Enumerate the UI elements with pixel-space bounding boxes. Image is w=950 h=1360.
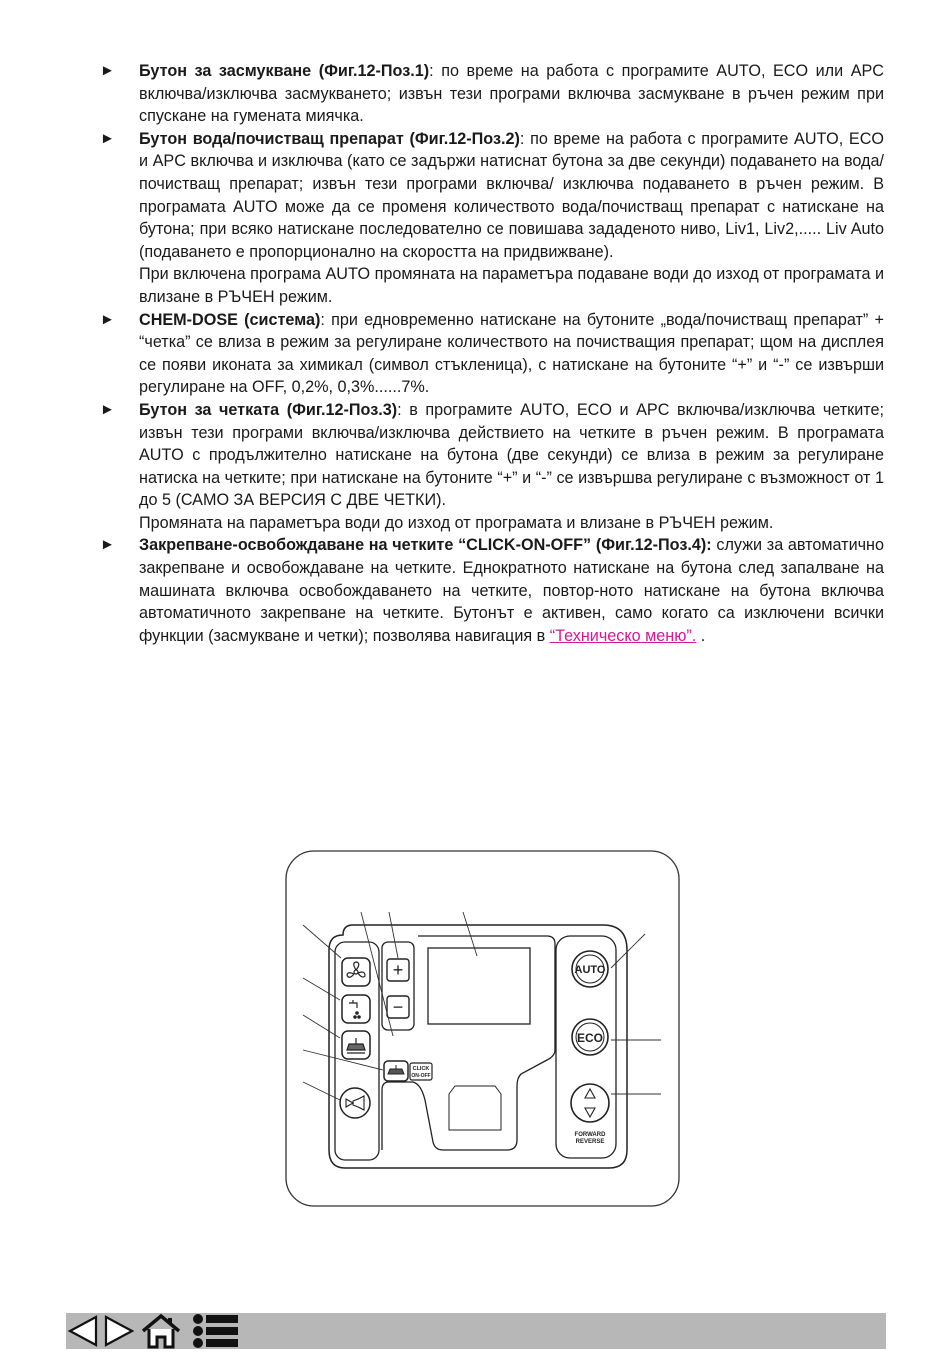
bullet-arrow-icon: ►: [100, 62, 115, 79]
bullet-text: : по време на работа с програмите AUTO, ECO и APC включва и изключва (като се задържи натиснат бутона за две секунди) подаването на вода/почистващ препарат; извън тези програми включва/ изключва подаването в ръчен режим. В програмата AUTO може да се променя количеството вода/почистващ препарат с натискане на бутона; при всяко натискане последователно се повишава зададеното ниво, Liv1, Liv2,..... Liv Auto (подаването е пропорционално на скоростта на придвижване).: [139, 129, 884, 261]
plus-button[interactable]: [387, 959, 409, 981]
figure-frame: [286, 851, 679, 1206]
eco-label: ECO: [576, 1031, 604, 1045]
bullet-text-end: .: [696, 626, 706, 645]
bullet-title: Бутон вода/почистващ препарат (Фиг.12-Поз.2): [139, 129, 520, 148]
bullet-brush-button: [100, 399, 884, 512]
horn-button[interactable]: [340, 1088, 370, 1118]
bullet-text: : по време на работа с програмите AUTO, ECO или APC включва/изключва засмукването; извън тези програми включва засмукване в ръчен режим при спускане на гумената миячка.: [139, 62, 884, 126]
bullet-chem-dose: [100, 309, 884, 399]
bullet-title: Бутон за четката (Фиг.12-Поз.3): [139, 400, 398, 419]
brush-button[interactable]: [342, 1031, 370, 1059]
auto-button[interactable]: [572, 951, 608, 987]
document-body: [100, 60, 884, 647]
control-panel-figure: [285, 850, 680, 1207]
bullet-text: : при едновременно натискане на бутоните „вода/почистващ препарат” + “четка” се влиза в режим за регулиране количеството на почистващия препарат; щом на дисплея се появи иконата за химикал (символ стъкленица), с натискане на бутоните “+” и “-” се извърши регулиране на OFF, 0,2%, 0,3%......7%.: [139, 310, 884, 397]
click-on-off-button[interactable]: [384, 1061, 432, 1081]
on-off-label: ON-OFF: [411, 1073, 431, 1079]
bullet-water-extra: При включена програма AUTO промяната на параметъра подаване води до изход от програмата и влизане в РЪЧЕН режим.: [139, 265, 884, 306]
technical-menu-link[interactable]: “Техническо меню”.: [549, 626, 697, 645]
home-icon[interactable]: [140, 1313, 182, 1349]
bullet-arrow-icon: ►: [100, 310, 115, 328]
bullet-brush-extra: Промяната на параметъра води до изход от програмата и влизане в РЪЧЕН режим.: [139, 513, 774, 532]
bullet-suction-button: [100, 60, 884, 128]
suction-button[interactable]: [342, 958, 370, 986]
prev-page-icon[interactable]: [66, 1313, 100, 1349]
menu-list-icon[interactable]: [190, 1313, 240, 1349]
minus-icon: −: [392, 997, 404, 1017]
plus-icon: +: [392, 960, 404, 980]
bullet-arrow-icon: ►: [100, 536, 115, 554]
eco-button[interactable]: [572, 1019, 608, 1055]
auto-label: AUTO: [574, 964, 606, 976]
bullet-title: Бутон за засмукване (Фиг.12-Поз.1): [139, 62, 430, 80]
forward-label: FORWARD: [574, 1132, 606, 1138]
bullet-title: Закрепване-освобождаване на четките “CLICK-ON-OFF” (Фиг.12-Поз.4):: [139, 536, 712, 555]
bullet-water-button: [100, 128, 884, 264]
bullet-text: : в програмите AUTO, ECO и APC включва/изключва четките; извън тези програми включва/изключва действието на четките в ръчен режим. В програмата AUTO с продължително натискане на бутона (две секунди) се влиза в режим за регулиране натиска на четките; при натискане на бутоните “+” и “-” се извършва регулиране с възможност от 1 до 5 (САМО ЗА ВЕРСИЯ С ДВЕ ЧЕТКИ).: [139, 400, 884, 510]
minus-button[interactable]: [387, 996, 409, 1018]
bullet-arrow-icon: ►: [100, 400, 115, 418]
forward-reverse-button[interactable]: [571, 1084, 609, 1122]
bullet-text: служи за автоматично закрепване и освобождаване на четките. Еднократното натискане на бутона след запалване на машината включва освобождаването на четките, повтор-ното натискане на бутона включва автоматичното закрепване на четките. Бутонът е активен, само когато са изключени всички функции (засмукване и четки); позволява навигация в: [139, 536, 884, 645]
reverse-label: REVERSE: [575, 1139, 605, 1145]
footer-navigation-bar: [66, 1313, 886, 1349]
bullet-title: CHEM-DOSE (система): [139, 310, 321, 329]
next-page-icon[interactable]: [102, 1313, 136, 1349]
bullet-arrow-icon: ►: [100, 129, 115, 147]
click-label: CLICK: [412, 1066, 430, 1072]
water-detergent-button[interactable]: [342, 995, 370, 1023]
bullet-click-on-off: [100, 534, 884, 647]
